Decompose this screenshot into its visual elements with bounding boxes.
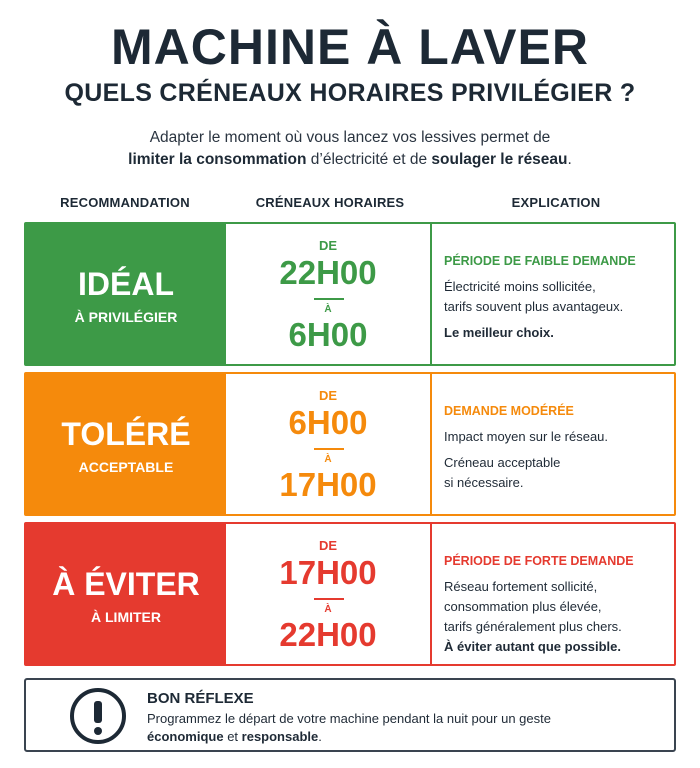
explanation-line: si nécessaire.: [444, 475, 524, 490]
from-time: 22H00: [279, 254, 377, 291]
intro-bold-network: soulager le réseau: [431, 151, 568, 168]
recommendation-label: TOLÉRÉ: [61, 416, 191, 452]
to-label: À: [324, 604, 332, 615]
recommendation-label: IDÉAL: [78, 266, 174, 302]
tip-box: [24, 678, 676, 752]
recommendation-label: À ÉVITER: [52, 566, 200, 602]
explanation-heading: PÉRIODE DE FORTE DEMANDE: [444, 554, 634, 568]
tip-text-end: .: [318, 729, 322, 744]
explanation-line: tarifs généralement plus chers.: [444, 619, 622, 634]
page-subtitle: QUELS CRÉNEAUX HORAIRES PRIVILÉGIER ?: [64, 79, 636, 107]
column-header-time-slots: CRÉNEAUX HORAIRES: [255, 195, 405, 210]
column-header-recommendation: RECOMMANDATION: [60, 195, 190, 210]
tip-text-and: et: [223, 729, 242, 744]
intro-text: [0, 127, 700, 171]
explanation-heading: DEMANDE MODÉRÉE: [444, 404, 574, 418]
row-tolerated: [24, 372, 676, 516]
explanation-body: [444, 427, 674, 493]
intro-bold-consumption: limiter la consommation: [128, 151, 307, 168]
from-label: DE: [318, 538, 338, 553]
explanation-line: Impact moyen sur le réseau.: [444, 429, 609, 444]
from-time: 17H00: [279, 554, 377, 591]
from-label: DE: [318, 238, 338, 253]
explanation-line: Réseau fortement sollicité,: [444, 579, 598, 594]
explanation-cell: [444, 224, 674, 364]
explanation-line: Électricité moins sollicitée,: [444, 279, 596, 294]
tip-text: [147, 710, 667, 746]
to-label: À: [324, 304, 332, 315]
tip-title: BON RÉFLEXE: [147, 690, 254, 707]
recommendation-sublabel: À PRIVILÉGIER: [74, 309, 178, 325]
from-label: DE: [318, 388, 338, 403]
to-label: À: [324, 454, 332, 465]
exclamation-circle-icon: [70, 688, 126, 744]
time-separator: [314, 298, 344, 300]
explanation-heading: PÉRIODE DE FAIBLE DEMANDE: [444, 254, 636, 268]
explanation-body: [444, 277, 674, 343]
intro-mid: d’électricité et de: [306, 151, 432, 168]
tip-bold-economic: économique: [147, 729, 224, 744]
tip-bold-responsible: responsable: [241, 729, 319, 744]
from-time: 6H00: [288, 404, 368, 441]
tip-text-part: Programmez le départ de votre machine pendant la nuit pour un geste: [147, 711, 551, 726]
row-avoid: [24, 522, 676, 666]
explanation-cell: [444, 374, 674, 514]
explanation-conclusion: À éviter autant que possible.: [444, 639, 621, 654]
recommendation-sublabel: ACCEPTABLE: [78, 459, 174, 475]
explanation-body: [444, 577, 674, 657]
recommendation-sublabel: À LIMITER: [91, 609, 161, 625]
explanation-line: tarifs souvent plus avantageux.: [444, 299, 624, 314]
recommendation-cell: [26, 224, 226, 364]
recommendation-cell: [26, 374, 226, 514]
to-time: 22H00: [279, 616, 377, 653]
explanation-cell: [444, 524, 674, 664]
intro-line1: Adapter le moment où vous lancez vos lessives permet de: [149, 129, 551, 146]
time-separator: [314, 448, 344, 450]
time-slot-cell: [226, 524, 432, 664]
to-time: 17H00: [279, 466, 377, 503]
to-time: 6H00: [288, 316, 368, 353]
recommendation-cell: [26, 524, 226, 664]
column-header-explanation: EXPLICATION: [511, 195, 601, 210]
explanation-conclusion: Le meilleur choix.: [444, 325, 554, 340]
page-title: MACHINE À LAVER: [111, 19, 589, 75]
explanation-line: consommation plus élevée,: [444, 599, 602, 614]
time-separator: [314, 598, 344, 600]
intro-end: .: [567, 151, 572, 168]
time-slot-cell: [226, 224, 432, 364]
explanation-line: Créneau acceptable: [444, 455, 561, 470]
row-ideal: [24, 222, 676, 366]
time-slot-cell: [226, 374, 432, 514]
